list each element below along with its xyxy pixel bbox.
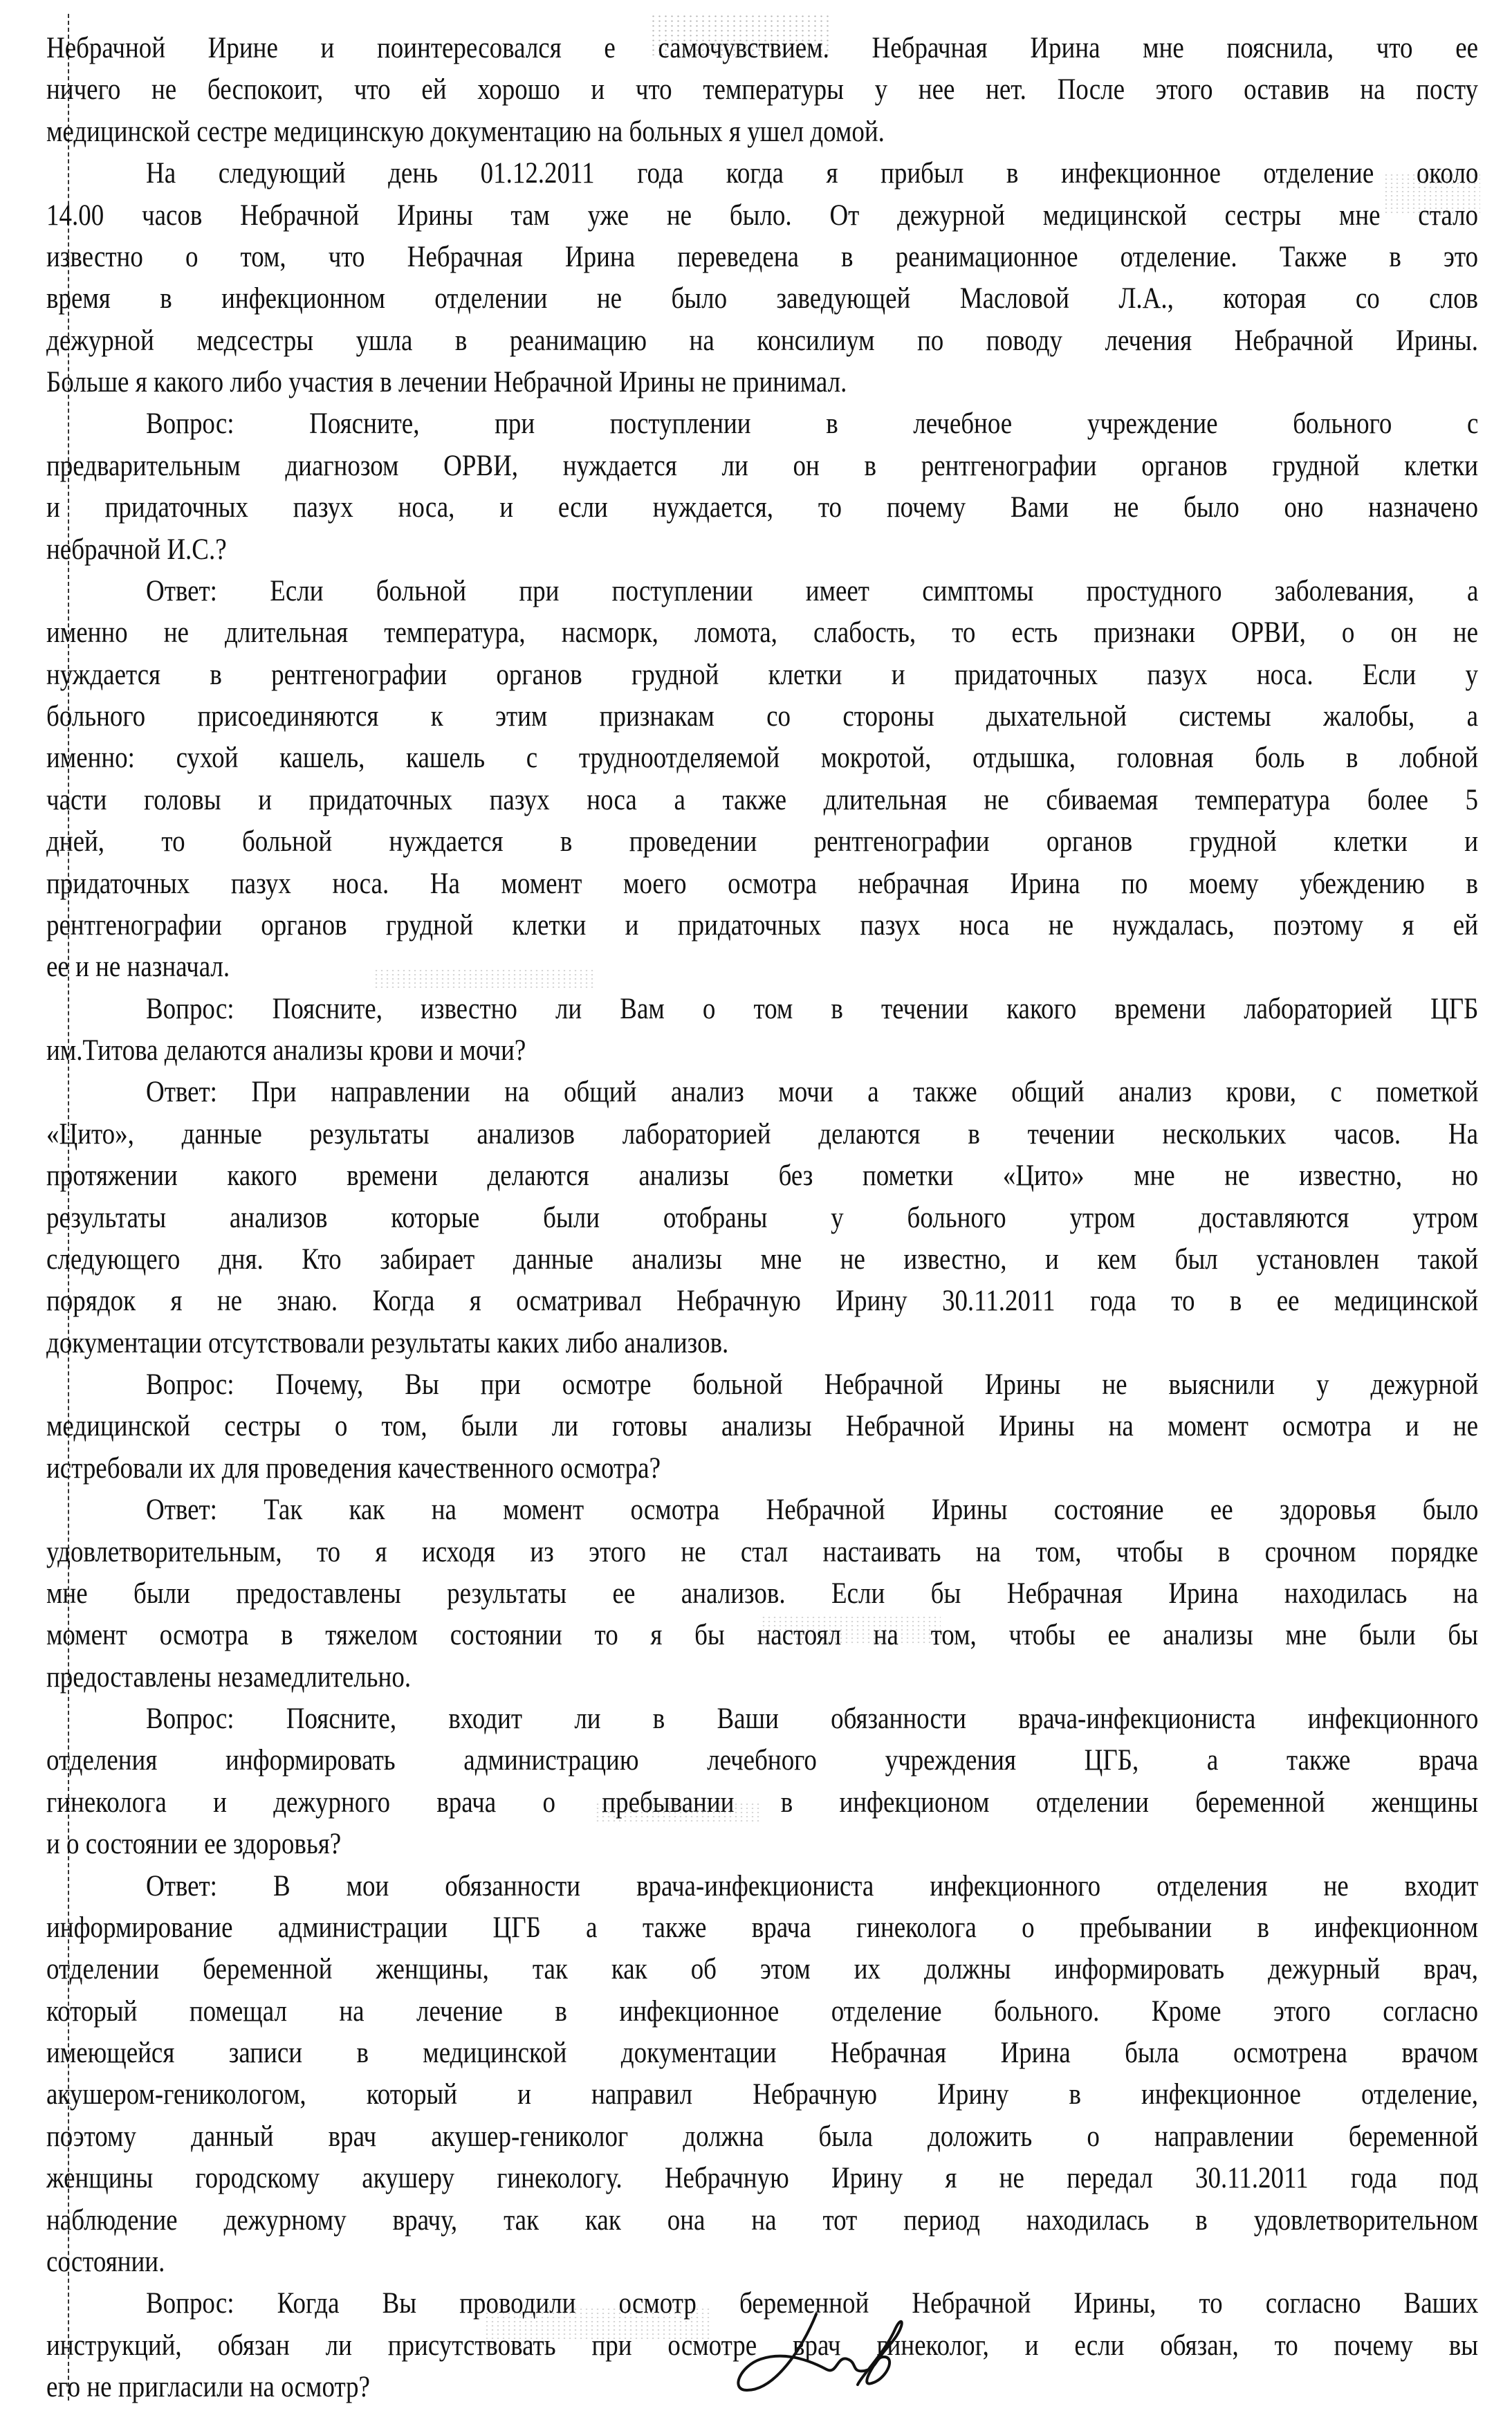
answer-paragraph-line: Ответ: Так как на момент осмотра Небрачной Ирины состояние ее здоровья было xyxy=(146,1494,1479,1526)
question-paragraph-line: Вопрос: Поясните, при поступлении в лечебное учреждение больного с xyxy=(146,407,1479,440)
text-line: который помещал на лечение в инфекционное отделение больного. Кроме этого согласно xyxy=(46,1995,1479,2028)
text-line: и придаточных пазух носа, и если нуждается, то почему Вами не было оно назначено xyxy=(46,491,1479,524)
text-line: предварительным диагнозом ОРВИ, нуждается ли он в рентгенографии органов грудной клетки xyxy=(46,450,1479,482)
text-line: результаты анализов которые были отобраны у больного утром доставляются утром xyxy=(46,1202,1479,1234)
text-line: нуждается в рентгенографии органов грудной клетки и придаточных пазух носа. Если у xyxy=(46,659,1479,691)
text-line: следующего дня. Кто забирает данные анализы мне не известно, и кем был установлен такой xyxy=(46,1243,1479,1276)
text-line: удовлетворительным, то я исходя из этого не стал настаивать на том, чтобы в срочном порядке xyxy=(46,1536,1479,1568)
text-line: истребовали их для проведения качественного осмотра? xyxy=(46,1452,661,1485)
text-line: Небрачной Ирине и поинтересовался е самочувствием. Небрачная Ирина мне пояснила, что ее xyxy=(46,32,1479,64)
text-line: медицинской сестре медицинскую документацию на больных я ушел домой. xyxy=(46,116,885,148)
question-paragraph-line: Вопрос: Когда Вы проводили осмотр беременной Небрачной Ирины, то согласно Ваших xyxy=(146,2287,1479,2320)
text-line: документации отсутствовали результаты каких либо анализов. xyxy=(46,1327,729,1359)
text-line: предоставлены незамедлительно. xyxy=(46,1661,412,1694)
text-line: «Цито», данные результаты анализов лабораторией делаются в течении нескольких часов. На xyxy=(46,1118,1479,1150)
text-line: поэтому данный врач акушер-гениколог должна была доложить о направлении беременной xyxy=(46,2120,1479,2153)
text-line: именно не длительная температура, насморк, ломота, слабость, то есть признаки ОРВИ, о он не xyxy=(46,616,1479,649)
text-line: им.Титова делаются анализы крови и мочи? xyxy=(46,1034,526,1067)
text-line: гинеколога и дежурного врача о пребывании в инфекционом отделении беременной женщины xyxy=(46,1786,1479,1819)
question-paragraph-line: Вопрос: Поясните, входит ли в Ваши обязанности врача-инфекциониста инфекционного xyxy=(146,1703,1479,1735)
text-line: 14.00 часов Небрачной Ирины там уже не было. От дежурной медицинской сестры мне стало xyxy=(46,199,1479,232)
answer-paragraph-line: Ответ: При направлении на общий анализ мочи а также общий анализ крови, с пометкой xyxy=(146,1076,1479,1108)
text-line: ее и не назначал. xyxy=(46,951,230,983)
text-line: небрачной И.С.? xyxy=(46,533,227,566)
text-line: его не пригласили на осмотр? xyxy=(46,2371,370,2403)
text-line: время в инфекционном отделении не было заведующей Масловой Л.А., которая со слов xyxy=(46,282,1479,315)
text-line: информирование администрации ЦГБ а также врача гинеколога о пребывании в инфекционном xyxy=(46,1911,1479,1944)
text-line: известно о том, что Небрачная Ирина переведена в реанимационное отделение. Также в это xyxy=(46,241,1479,273)
question-paragraph-line: Вопрос: Почему, Вы при осмотре больной Небрачной Ирины не выяснили у дежурной xyxy=(146,1368,1479,1401)
text-line: На следующий день 01.12.2011 года когда я прибыл в инфекционное отделение около xyxy=(146,157,1479,190)
text-line: медицинской сестры о том, были ли готовы анализы Небрачной Ирины на момент осмотра и не xyxy=(46,1410,1479,1442)
text-line: части головы и придаточных пазух носа а также длительная не сбиваемая температура более 5 xyxy=(46,784,1479,816)
text-line: рентгенографии органов грудной клетки и придаточных пазух носа не нуждалась, поэтому я ей xyxy=(46,909,1479,942)
answer-paragraph-line: Ответ: Если больной при поступлении имеет симптомы простудного заболевания, а xyxy=(146,575,1479,607)
text-line: женщины городскому акушеру гинекологу. Небрачную Ирину я не передал 30.11.2011 года под xyxy=(46,2162,1479,2194)
question-paragraph-line: Вопрос: Поясните, известно ли Вам о том в течении какого времени лабораторией ЦГБ xyxy=(146,993,1479,1025)
text-line: отделения информировать администрацию лечебного учреждения ЦГБ, а также врача xyxy=(46,1744,1479,1777)
text-line: имеющейся записи в медицинской документации Небрачная Ирина была осмотрена врачом xyxy=(46,2037,1479,2069)
text-line: придаточных пазух носа. На момент моего осмотра небрачная Ирина по моему убеждению в xyxy=(46,868,1479,900)
text-line: протяжении какого времени делаются анализы без пометки «Цито» мне не известно, но xyxy=(46,1159,1479,1192)
text-line: наблюдение дежурному врачу, так как она на тот период находилась в удовлетворительном xyxy=(46,2204,1479,2237)
text-line: мне были предоставлены результаты ее анализов. Если бы Небрачная Ирина находилась на xyxy=(46,1577,1479,1610)
text-line: состоянии. xyxy=(46,2246,165,2278)
text-line: и о состоянии ее здоровья? xyxy=(46,1828,342,1860)
signature-icon xyxy=(733,2300,955,2397)
text-line: акушером-гениколoгом, который и направил Небрачную Ирину в инфекционное отделение, xyxy=(46,2078,1479,2111)
text-line: момент осмотра в тяжелом состоянии то я бы настоял на том, чтобы ее анализы мне были бы xyxy=(46,1619,1479,1651)
text-line: инструкций, обязан ли присутствовать при осмотре врач гинеколог, и если обязан, то почему вы xyxy=(46,2329,1479,2362)
text-line: больного присоединяются к этим признакам со стороны дыхательной системы жалобы, а xyxy=(46,700,1479,733)
answer-paragraph-line: Ответ: В мои обязанности врача-инфекциониста инфекционного отделения не входит xyxy=(146,1870,1479,1902)
text-line: именно: сухой кашель, кашель с трудноотделяемой мокротой, отдышка, головная боль в лобной xyxy=(46,742,1479,774)
text-line: отделении беременной женщины, так как об этом их должны информировать дежурный врач, xyxy=(46,1953,1479,1985)
text-line: Больше я какого либо участия в лечении Небрачной Ирины не принимал. xyxy=(46,366,847,398)
text-line: дней, то больной нуждается в проведении рентгенографии органов грудной клетки и xyxy=(46,825,1479,858)
text-line: ничего не беспокоит, что ей хорошо и что температуры у нее нет. После этого оставив на посту xyxy=(46,73,1479,106)
text-line: дежурной медсестры ушла в реанимацию на консилиум по поводу лечения Небрачной Ирины. xyxy=(46,324,1479,357)
text-line: порядок я не знаю. Когда я осматривал Небрачную Ирину 30.11.2011 года то в ее медицинской xyxy=(46,1285,1479,1317)
